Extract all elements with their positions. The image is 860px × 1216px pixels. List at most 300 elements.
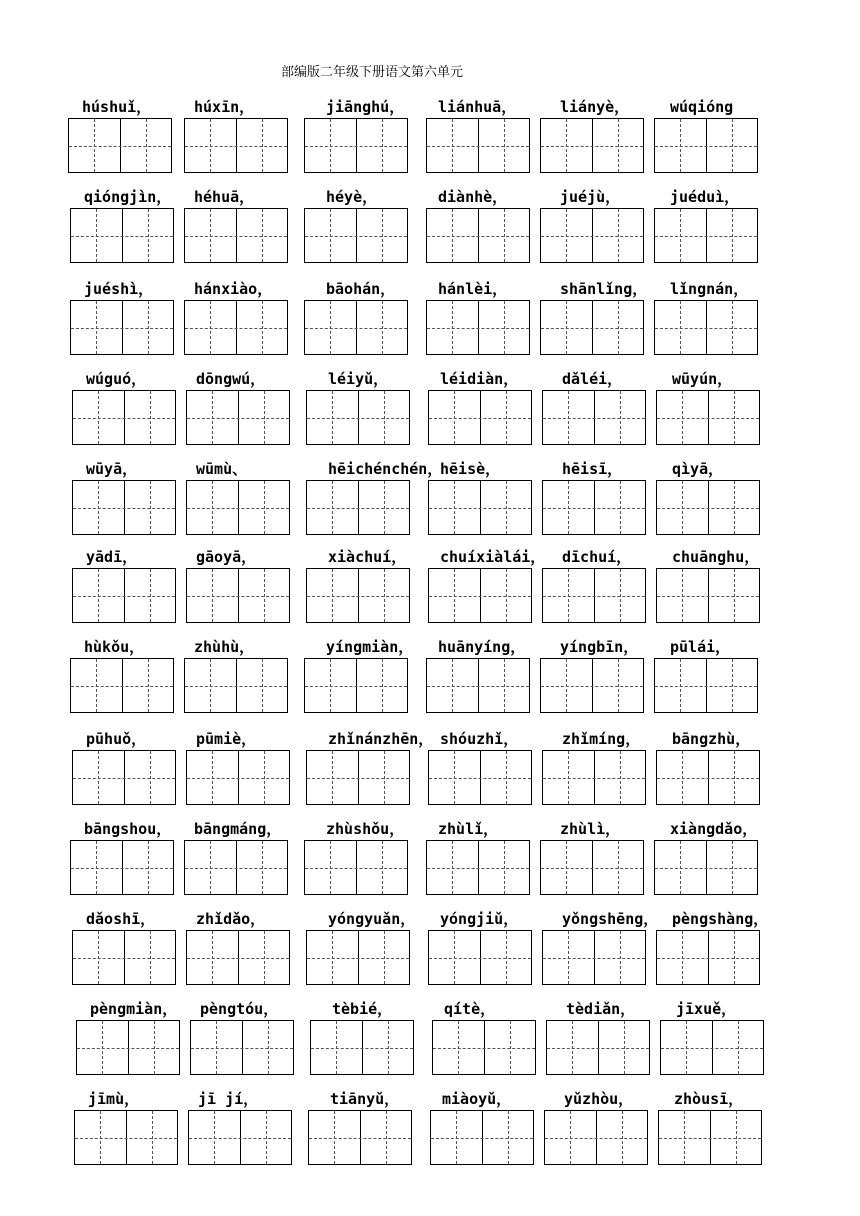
pinyin-label: dǎléi， — [562, 370, 623, 388]
grid-line — [150, 931, 151, 984]
word-cell — [656, 546, 762, 626]
word-cell — [656, 458, 762, 538]
pinyin-label: pèngmiàn， — [90, 1000, 178, 1018]
grid-line — [264, 751, 265, 804]
grid-line — [187, 596, 289, 597]
tianzige-writing-box[interactable] — [656, 480, 760, 535]
grid-line — [384, 481, 385, 534]
pinyin-label: lǐngnán， — [670, 280, 749, 298]
pinyin-label: dǎoshī， — [86, 910, 156, 928]
tianzige-writing-box[interactable] — [188, 1110, 292, 1165]
grid-line — [311, 1048, 413, 1049]
grid-line — [212, 931, 213, 984]
grid-line — [382, 301, 383, 354]
word-cell — [186, 368, 292, 448]
grid-line — [655, 328, 757, 329]
grid-line — [684, 1111, 685, 1164]
word-cell — [184, 636, 290, 716]
grid-line — [682, 931, 683, 984]
grid-line — [152, 1111, 153, 1164]
tianzige-writing-box[interactable] — [654, 840, 758, 895]
tianzige-writing-box[interactable] — [74, 1110, 178, 1165]
tianzige-writing-box[interactable] — [70, 840, 174, 895]
grid-line — [187, 778, 289, 779]
pinyin-label: húxīn， — [194, 98, 255, 116]
tianzige-writing-box[interactable] — [310, 1020, 414, 1075]
pinyin-label: shóuzhǐ， — [440, 730, 519, 748]
grid-line — [332, 569, 333, 622]
word-cell — [540, 96, 646, 176]
grid-line — [541, 236, 643, 237]
word-cell — [654, 186, 760, 266]
word-cell — [540, 636, 646, 716]
tianzige-writing-box[interactable] — [542, 750, 646, 805]
tianzige-writing-box[interactable] — [428, 930, 532, 985]
grid-line — [185, 868, 287, 869]
tianzige-writing-box[interactable] — [540, 658, 644, 713]
grid-line — [618, 659, 619, 712]
tianzige-writing-box[interactable] — [306, 480, 410, 535]
tianzige-writing-box[interactable] — [656, 568, 760, 623]
tianzige-writing-box[interactable] — [184, 658, 288, 713]
grid-line — [568, 751, 569, 804]
tianzige-writing-box[interactable] — [186, 390, 290, 445]
grid-line — [98, 931, 99, 984]
grid-line — [454, 481, 455, 534]
tianzige-writing-box[interactable] — [654, 208, 758, 263]
pinyin-label: zhùhù， — [194, 638, 255, 656]
tianzige-writing-box[interactable] — [304, 840, 408, 895]
word-cell — [426, 818, 532, 898]
tianzige-writing-box[interactable] — [68, 118, 172, 173]
grid-line — [657, 508, 759, 509]
pinyin-label: yóngyuǎn， — [328, 910, 416, 928]
word-cell — [660, 998, 766, 1078]
word-cell — [184, 818, 290, 898]
tianzige-writing-box[interactable] — [654, 118, 758, 173]
pinyin-label: qítè， — [444, 1000, 496, 1018]
tianzige-writing-box[interactable] — [428, 750, 532, 805]
grid-line — [309, 1138, 411, 1139]
tianzige-writing-box[interactable] — [306, 390, 410, 445]
grid-line — [506, 391, 507, 444]
grid-line — [212, 751, 213, 804]
grid-line — [382, 659, 383, 712]
tianzige-writing-box[interactable] — [304, 658, 408, 713]
tianzige-writing-box[interactable] — [72, 930, 176, 985]
grid-line — [734, 391, 735, 444]
tianzige-writing-box[interactable] — [306, 568, 410, 623]
grid-line — [431, 1138, 533, 1139]
grid-line — [566, 301, 567, 354]
grid-line — [657, 958, 759, 959]
grid-line — [334, 1111, 335, 1164]
grid-line — [210, 301, 211, 354]
grid-line — [266, 1111, 267, 1164]
grid-line — [185, 146, 287, 147]
grid-line — [547, 1048, 649, 1049]
tianzige-writing-box[interactable] — [186, 930, 290, 985]
tianzige-writing-box[interactable] — [186, 480, 290, 535]
pinyin-label: pūhuǒ， — [86, 730, 147, 748]
grid-line — [69, 146, 171, 147]
grid-line — [732, 841, 733, 894]
grid-line — [429, 418, 531, 419]
grid-line — [680, 659, 681, 712]
tianzige-writing-box[interactable] — [660, 1020, 764, 1075]
grid-line — [566, 841, 567, 894]
pinyin-label: yóngjiǔ， — [440, 910, 519, 928]
grid-line — [570, 1111, 571, 1164]
tianzige-writing-box[interactable] — [428, 568, 532, 623]
pinyin-label: bāngmáng， — [194, 820, 282, 838]
grid-line — [655, 146, 757, 147]
pinyin-label: hùkǒu， — [84, 638, 145, 656]
grid-line — [458, 1021, 459, 1074]
pinyin-label: tèdiǎn， — [566, 1000, 636, 1018]
tianzige-writing-box[interactable] — [308, 1110, 412, 1165]
word-cell — [542, 458, 648, 538]
pinyin-label: hēichénchén， — [328, 460, 443, 478]
tianzige-writing-box[interactable] — [306, 750, 410, 805]
pinyin-label: gāoyā， — [196, 548, 257, 566]
tianzige-writing-box[interactable] — [72, 750, 176, 805]
grid-line — [73, 778, 175, 779]
pinyin-label: wūyún， — [672, 370, 733, 388]
word-cell — [656, 908, 769, 988]
grid-line — [332, 391, 333, 444]
word-cell — [542, 728, 648, 808]
grid-line — [543, 596, 645, 597]
grid-line — [682, 391, 683, 444]
grid-line — [336, 1021, 337, 1074]
grid-line — [736, 1111, 737, 1164]
grid-line — [305, 328, 407, 329]
pinyin-label: xiàngdǎo， — [670, 820, 758, 838]
pinyin-label: zhòusī， — [674, 1090, 744, 1108]
tianzige-writing-box[interactable] — [304, 118, 408, 173]
grid-line — [734, 569, 735, 622]
word-cell — [540, 818, 646, 898]
grid-line — [566, 209, 567, 262]
grid-line — [268, 1021, 269, 1074]
grid-line — [541, 328, 643, 329]
grid-line — [682, 751, 683, 804]
grid-line — [433, 1048, 535, 1049]
word-cell — [542, 908, 659, 988]
word-cell — [190, 998, 296, 1078]
grid-line — [96, 841, 97, 894]
tianzige-writing-box[interactable] — [544, 1110, 648, 1165]
pinyin-label: wūmù、 — [196, 460, 248, 478]
grid-line — [75, 1138, 177, 1139]
pinyin-label: huānyíng， — [438, 638, 526, 656]
tianzige-writing-box[interactable] — [540, 840, 644, 895]
tianzige-writing-box[interactable] — [656, 390, 760, 445]
grid-line — [305, 236, 407, 237]
pinyin-label: yǒngshēng， — [562, 910, 659, 928]
grid-line — [96, 301, 97, 354]
word-cell — [542, 546, 648, 626]
pinyin-label: hánxiào， — [194, 280, 273, 298]
pinyin-label: pèngshàng， — [672, 910, 769, 928]
tianzige-writing-box[interactable] — [426, 840, 530, 895]
tianzige-writing-box[interactable] — [70, 300, 174, 355]
tianzige-writing-box[interactable] — [426, 658, 530, 713]
pinyin-label: tèbié， — [332, 1000, 393, 1018]
grid-line — [307, 958, 409, 959]
grid-line — [332, 751, 333, 804]
grid-line — [506, 931, 507, 984]
grid-line — [210, 659, 211, 712]
tianzige-writing-box[interactable] — [190, 1020, 294, 1075]
grid-line — [620, 931, 621, 984]
word-cell — [304, 278, 410, 358]
word-cell — [186, 728, 292, 808]
pinyin-label: zhǐnánzhēn， — [328, 730, 434, 748]
word-cell — [70, 186, 176, 266]
grid-line — [191, 1048, 293, 1049]
tianzige-writing-box[interactable] — [430, 1110, 534, 1165]
tianzige-writing-box[interactable] — [186, 568, 290, 623]
tianzige-writing-box[interactable] — [656, 750, 760, 805]
word-cell — [70, 818, 176, 898]
grid-line — [508, 1111, 509, 1164]
grid-line — [98, 391, 99, 444]
pinyin-label: yǔzhòu， — [564, 1090, 634, 1108]
grid-line — [504, 119, 505, 172]
grid-line — [262, 119, 263, 172]
grid-line — [330, 841, 331, 894]
pinyin-label: yādī， — [86, 548, 138, 566]
tianzige-writing-box[interactable] — [656, 930, 760, 985]
word-cell — [428, 546, 546, 626]
grid-line — [382, 119, 383, 172]
grid-line — [732, 659, 733, 712]
tianzige-writing-box[interactable] — [426, 118, 530, 173]
grid-line — [680, 841, 681, 894]
word-cell — [188, 1088, 294, 1168]
tianzige-writing-box[interactable] — [432, 1020, 536, 1075]
tianzige-writing-box[interactable] — [184, 300, 288, 355]
word-cell — [304, 818, 410, 898]
grid-line — [332, 481, 333, 534]
grid-line — [382, 209, 383, 262]
grid-line — [386, 1111, 387, 1164]
grid-line — [620, 391, 621, 444]
grid-line — [307, 508, 409, 509]
grid-line — [148, 659, 149, 712]
pinyin-label: jīmù， — [88, 1090, 140, 1108]
tianzige-writing-box[interactable] — [184, 208, 288, 263]
word-cell — [654, 636, 760, 716]
tianzige-writing-box[interactable] — [654, 300, 758, 355]
pinyin-label: léidiàn， — [440, 370, 519, 388]
grid-line — [454, 391, 455, 444]
grid-line — [506, 481, 507, 534]
grid-line — [185, 328, 287, 329]
pinyin-label: zhǐmíng， — [562, 730, 641, 748]
tianzige-writing-box[interactable] — [542, 930, 646, 985]
grid-line — [384, 931, 385, 984]
grid-line — [454, 931, 455, 984]
grid-line — [568, 391, 569, 444]
tianzige-writing-box[interactable] — [72, 568, 176, 623]
grid-line — [732, 119, 733, 172]
grid-line — [618, 209, 619, 262]
pinyin-label: zhùshǒu， — [326, 820, 405, 838]
tianzige-writing-box[interactable] — [542, 568, 646, 623]
grid-line — [657, 778, 759, 779]
pinyin-label: liányè， — [560, 98, 630, 116]
tianzige-writing-box[interactable] — [546, 1020, 650, 1075]
grid-line — [98, 569, 99, 622]
tianzige-writing-box[interactable] — [540, 208, 644, 263]
grid-line — [305, 146, 407, 147]
grid-line — [210, 841, 211, 894]
word-cell — [74, 1088, 180, 1168]
pinyin-label: shānlǐng， — [560, 280, 648, 298]
grid-line — [307, 418, 409, 419]
grid-line — [429, 958, 531, 959]
pinyin-label: jī jí， — [198, 1090, 259, 1108]
grid-line — [452, 841, 453, 894]
pinyin-label: juéjù， — [560, 188, 621, 206]
tianzige-writing-box[interactable] — [540, 300, 644, 355]
tianzige-writing-box[interactable] — [72, 390, 176, 445]
word-cell — [304, 636, 414, 716]
grid-line — [572, 1021, 573, 1074]
grid-line — [661, 1048, 763, 1049]
word-cell — [426, 96, 532, 176]
grid-line — [307, 596, 409, 597]
word-cell — [72, 546, 178, 626]
grid-line — [452, 209, 453, 262]
tianzige-writing-box[interactable] — [184, 840, 288, 895]
tianzige-writing-box[interactable] — [654, 658, 758, 713]
grid-line — [264, 931, 265, 984]
word-cell — [540, 278, 646, 358]
grid-line — [384, 751, 385, 804]
grid-line — [452, 301, 453, 354]
grid-line — [73, 958, 175, 959]
grid-line — [543, 778, 645, 779]
word-cell — [308, 1088, 414, 1168]
grid-line — [738, 1021, 739, 1074]
grid-line — [73, 418, 175, 419]
grid-line — [189, 1138, 291, 1139]
word-cell — [72, 458, 178, 538]
grid-line — [504, 659, 505, 712]
grid-line — [429, 596, 531, 597]
grid-line — [384, 569, 385, 622]
tianzige-writing-box[interactable] — [184, 118, 288, 173]
grid-line — [185, 686, 287, 687]
tianzige-writing-box[interactable] — [70, 208, 174, 263]
grid-line — [429, 508, 531, 509]
pinyin-label: jīxuě， — [676, 1000, 737, 1018]
pinyin-label: yíngmiàn， — [326, 638, 414, 656]
tianzige-writing-box[interactable] — [542, 390, 646, 445]
grid-line — [94, 119, 95, 172]
word-cell — [656, 368, 762, 448]
pinyin-label: wúguó， — [86, 370, 147, 388]
grid-line — [100, 1111, 101, 1164]
pinyin-label: chuānghu， — [672, 548, 760, 566]
tianzige-writing-box[interactable] — [304, 300, 408, 355]
word-cell — [428, 728, 534, 808]
word-cell — [184, 186, 290, 266]
pinyin-label: yíngbīn， — [560, 638, 639, 656]
grid-line — [330, 659, 331, 712]
grid-line — [210, 119, 211, 172]
grid-line — [150, 569, 151, 622]
tianzige-writing-box[interactable] — [542, 480, 646, 535]
grid-line — [568, 481, 569, 534]
pinyin-label: dōngwú， — [196, 370, 266, 388]
grid-line — [504, 209, 505, 262]
grid-line — [622, 1111, 623, 1164]
tianzige-writing-box[interactable] — [306, 930, 410, 985]
word-cell — [70, 278, 176, 358]
grid-line — [96, 659, 97, 712]
word-cell — [310, 998, 416, 1078]
word-cell — [304, 96, 410, 176]
tianzige-writing-box[interactable] — [76, 1020, 180, 1075]
tianzige-writing-box[interactable] — [426, 208, 530, 263]
pinyin-label: héyè， — [326, 188, 378, 206]
grid-line — [216, 1021, 217, 1074]
tianzige-writing-box[interactable] — [540, 118, 644, 173]
grid-line — [568, 931, 569, 984]
grid-line — [680, 301, 681, 354]
pinyin-label: wūyā， — [86, 460, 138, 478]
tianzige-writing-box[interactable] — [428, 390, 532, 445]
grid-line — [330, 119, 331, 172]
pinyin-label: liánhuā， — [438, 98, 517, 116]
grid-line — [148, 209, 149, 262]
tianzige-writing-box[interactable] — [72, 480, 176, 535]
word-cell — [184, 96, 290, 176]
tianzige-writing-box[interactable] — [304, 208, 408, 263]
word-cell — [72, 908, 178, 988]
grid-line — [98, 481, 99, 534]
pinyin-label: qióngjìn， — [84, 188, 172, 206]
word-cell — [306, 458, 443, 538]
grid-line — [384, 391, 385, 444]
grid-line — [212, 481, 213, 534]
pinyin-label: zhǐdǎo， — [196, 910, 266, 928]
pinyin-label: qìyā， — [672, 460, 724, 478]
grid-line — [506, 569, 507, 622]
tianzige-writing-box[interactable] — [186, 750, 290, 805]
grid-line — [73, 596, 175, 597]
word-cell — [184, 278, 290, 358]
grid-line — [682, 481, 683, 534]
tianzige-writing-box[interactable] — [658, 1110, 762, 1165]
grid-line — [454, 569, 455, 622]
pinyin-label: bāohán， — [326, 280, 396, 298]
grid-line — [543, 508, 645, 509]
tianzige-writing-box[interactable] — [70, 658, 174, 713]
tianzige-writing-box[interactable] — [428, 480, 532, 535]
grid-line — [187, 958, 289, 959]
tianzige-writing-box[interactable] — [426, 300, 530, 355]
grid-line — [262, 209, 263, 262]
grid-line — [543, 418, 645, 419]
grid-line — [680, 119, 681, 172]
word-cell — [654, 278, 760, 358]
